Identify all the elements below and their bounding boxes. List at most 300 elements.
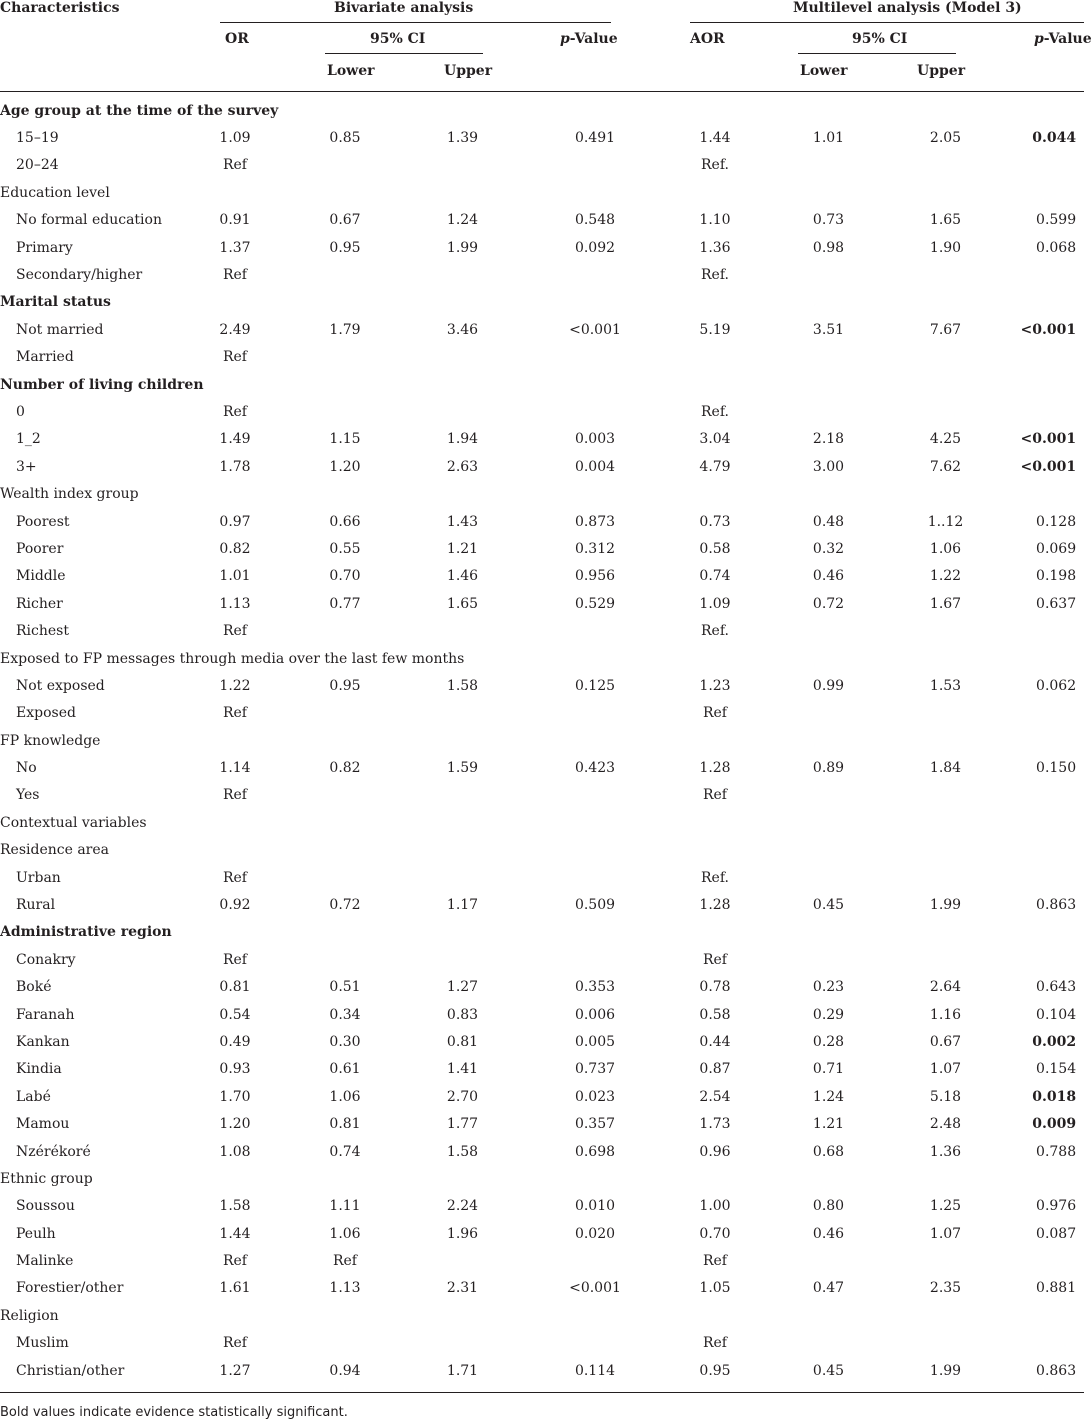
header-bottom-rule	[0, 91, 1084, 92]
group-label: Contextual variables	[0, 814, 147, 831]
table-row	[0, 864, 1084, 891]
header-pvalue-p-italic: p	[1034, 31, 1044, 47]
cell-aor: Ref.	[701, 267, 729, 284]
table-group-row	[0, 645, 1084, 672]
cell-u1	[415, 864, 510, 891]
cell-l1: 0.95	[329, 239, 361, 256]
row-label: Rural	[16, 897, 56, 914]
row-label: Soussou	[16, 1198, 75, 1215]
table-group-row	[0, 371, 1084, 398]
cell-l2	[750, 864, 907, 891]
cell-l1: 0.77	[329, 595, 361, 612]
cell-u1: 1.58	[446, 677, 479, 694]
cell-aor: Ref.	[701, 157, 729, 174]
group-label: Religion	[0, 1307, 59, 1324]
group-label: Residence area	[0, 842, 109, 859]
cell-p2	[984, 782, 1084, 809]
cell-l2: 0.73	[812, 212, 845, 229]
cell-u2: 4.25	[929, 431, 962, 448]
cell-or: Ref	[222, 1253, 247, 1270]
cell-or: 0.93	[219, 1061, 251, 1078]
cell-u2: 1.65	[929, 212, 962, 229]
cell-l1	[275, 152, 415, 179]
cell-or: 0.97	[219, 513, 251, 530]
cell-p2	[984, 398, 1084, 425]
cell-or: 1.70	[219, 1088, 251, 1105]
cell-l2: 1.01	[812, 130, 845, 147]
cell-p1: 0.003	[574, 431, 616, 448]
cell-u1	[415, 152, 510, 179]
cell-or: 0.91	[219, 212, 251, 229]
cell-u1: 1.96	[446, 1225, 479, 1242]
ci-bivariate-rule	[325, 53, 483, 54]
cell-l2	[750, 344, 907, 371]
cell-aor: Ref.	[701, 623, 729, 640]
header-pvalue-suffix: -Value	[1043, 31, 1092, 47]
row-label: Muslim	[16, 1335, 69, 1352]
cell-u2	[907, 700, 984, 727]
cell-u1: 0.83	[446, 1006, 479, 1023]
cell-u1: 1.17	[446, 897, 479, 914]
cell-or: 1.22	[219, 677, 251, 694]
cell-p1: 0.312	[574, 540, 616, 557]
cell-u1: 2.31	[446, 1280, 479, 1297]
header-upper-multilevel: Upper	[917, 63, 966, 79]
cell-p1: 0.125	[574, 677, 616, 694]
cell-aor: 0.74	[699, 568, 731, 585]
cell-u2: 2.48	[929, 1116, 962, 1133]
cell-aor: 0.96	[699, 1143, 731, 1160]
cell-u1	[415, 782, 510, 809]
table-row	[0, 316, 1084, 343]
cell-u1: 2.63	[446, 458, 479, 475]
cell-aor: 0.44	[699, 1033, 731, 1050]
cell-u1	[415, 1330, 510, 1357]
row-label: Poorest	[16, 513, 70, 530]
table-row	[0, 617, 1084, 644]
cell-u2: 1.06	[929, 540, 962, 557]
cell-aor: 0.78	[699, 979, 731, 996]
table-row	[0, 1193, 1084, 1220]
cell-l2: 0.89	[812, 760, 845, 777]
cell-u1: 1.43	[446, 513, 479, 530]
cell-l1: 1.11	[329, 1198, 361, 1215]
cell-u1: 3.46	[446, 321, 479, 338]
cell-l1: 0.85	[329, 130, 361, 147]
cell-u1	[415, 700, 510, 727]
cell-p2: 0.788	[1036, 1143, 1077, 1160]
header-multilevel-analysis: Multilevel analysis (Model 3)	[793, 0, 1022, 16]
cell-l2: 0.46	[812, 1225, 845, 1242]
group-label: Number of living children	[0, 376, 204, 393]
cell-p1	[510, 398, 680, 425]
cell-or: 0.82	[219, 540, 251, 557]
cell-aor: 1.10	[699, 212, 731, 229]
bivariate-group-rule	[220, 22, 611, 23]
cell-p2: 0.018	[1032, 1088, 1077, 1105]
cell-p1: 0.357	[574, 1116, 616, 1133]
cell-u1: 1.41	[446, 1061, 479, 1078]
footnote: Bold values indicate evidence statistically significant.	[0, 1405, 348, 1420]
cell-u2: 1.99	[929, 1362, 962, 1379]
cell-p2: 0.198	[1036, 568, 1077, 585]
cell-u2: 2.05	[929, 130, 962, 147]
table-group-row	[0, 480, 1084, 507]
cell-or: Ref	[222, 267, 247, 284]
table-bottom-rule	[0, 1392, 1084, 1393]
header-95ci-bivariate: 95% CI	[370, 31, 426, 47]
cell-l2: 0.28	[812, 1033, 845, 1050]
cell-l2: 1.24	[812, 1088, 845, 1105]
cell-aor: 0.95	[699, 1362, 731, 1379]
cell-p1: 0.020	[574, 1225, 616, 1242]
group-label: Education level	[0, 184, 110, 201]
group-label: Ethnic group	[0, 1170, 93, 1187]
table-row	[0, 152, 1084, 179]
header-pvalue-p-italic: p	[560, 31, 570, 47]
cell-p2: 0.863	[1036, 1362, 1077, 1379]
header-pvalue-bivariate	[560, 31, 618, 47]
cell-u2: 5.18	[929, 1088, 962, 1105]
cell-l1: 0.34	[329, 1006, 361, 1023]
header-pvalue-multilevel	[1034, 31, 1092, 47]
cell-u1	[415, 261, 510, 288]
row-label: Exposed	[16, 705, 76, 722]
row-label: Secondary/higher	[16, 267, 143, 284]
table-row	[0, 1275, 1084, 1302]
cell-u2: 1.07	[929, 1061, 962, 1078]
table-row	[0, 974, 1084, 1001]
table-row	[0, 1110, 1084, 1137]
cell-p2	[984, 261, 1084, 288]
cell-l2: 0.72	[812, 595, 845, 612]
cell-l1: 0.61	[329, 1061, 361, 1078]
cell-p2	[984, 700, 1084, 727]
cell-l1: 0.55	[329, 540, 361, 557]
cell-l1: 0.67	[329, 212, 361, 229]
cell-p1	[510, 1330, 680, 1357]
cell-p2	[984, 344, 1084, 371]
row-label: Middle	[16, 568, 66, 585]
cell-aor: 0.70	[699, 1225, 731, 1242]
table-group-row	[0, 179, 1084, 206]
cell-l2: 0.29	[812, 1006, 845, 1023]
row-label: Peulh	[16, 1225, 56, 1242]
row-label: Richest	[16, 623, 69, 640]
table-row	[0, 207, 1084, 234]
cell-l1: 0.74	[329, 1143, 361, 1160]
cell-aor: Ref	[702, 705, 727, 722]
cell-aor: 1.00	[699, 1198, 731, 1215]
cell-u2	[907, 864, 984, 891]
cell-l1: 0.95	[329, 677, 361, 694]
row-label: Urban	[16, 869, 61, 886]
cell-l2	[750, 261, 907, 288]
cell-l2: 2.18	[812, 431, 845, 448]
cell-p2: 0.643	[1036, 979, 1077, 996]
table-row	[0, 1138, 1084, 1165]
row-label: Faranah	[16, 1006, 75, 1023]
cell-u1: 1.71	[446, 1362, 479, 1379]
cell-p1: <0.001	[569, 321, 621, 338]
cell-u1: 1.39	[446, 130, 479, 147]
group-label: Administrative region	[0, 924, 172, 941]
cell-u2: 1.53	[929, 677, 962, 694]
cell-p2	[984, 1247, 1084, 1274]
table-row	[0, 398, 1084, 425]
group-label: Wealth index group	[0, 486, 139, 503]
cell-l1	[275, 1330, 415, 1357]
table-row	[0, 1028, 1084, 1055]
row-label: Boké	[16, 979, 52, 996]
cell-or: 0.92	[219, 897, 251, 914]
table-group-row	[0, 919, 1084, 946]
cell-p1	[510, 864, 680, 891]
cell-l2: 0.46	[812, 568, 845, 585]
group-label: FP knowledge	[0, 732, 101, 749]
cell-l1	[275, 261, 415, 288]
table-group-row	[0, 289, 1084, 316]
cell-p2: 0.069	[1036, 540, 1077, 557]
row-label: Richer	[16, 595, 63, 612]
cell-p1: <0.001	[569, 1280, 621, 1297]
row-label: 0	[16, 403, 25, 420]
cell-or: Ref	[222, 869, 247, 886]
cell-l1: 1.06	[329, 1088, 361, 1105]
cell-p1	[510, 152, 680, 179]
cell-p2	[984, 617, 1084, 644]
cell-u2: 1.07	[929, 1225, 962, 1242]
table-row	[0, 535, 1084, 562]
cell-p2: <0.001	[1020, 321, 1077, 338]
cell-u1: 1.65	[446, 595, 479, 612]
cell-or: Ref	[222, 951, 247, 968]
cell-l2: 0.45	[812, 897, 845, 914]
cell-u2	[907, 261, 984, 288]
cell-p1: 0.006	[574, 1006, 616, 1023]
cell-aor: 3.04	[699, 431, 731, 448]
cell-aor: 1.73	[699, 1116, 731, 1133]
cell-u2: 1.90	[929, 239, 962, 256]
table-group-row	[0, 1302, 1084, 1329]
cell-p2: 0.009	[1032, 1116, 1077, 1133]
cell-l1	[275, 782, 415, 809]
cell-u2: 1.36	[929, 1143, 962, 1160]
cell-u1	[415, 1247, 510, 1274]
table-row	[0, 1001, 1084, 1028]
cell-p1: 0.023	[574, 1088, 616, 1105]
cell-u2	[907, 617, 984, 644]
cell-p1	[510, 261, 680, 288]
row-label: 3+	[16, 458, 37, 475]
cell-p2: <0.001	[1020, 431, 1077, 448]
cell-u2	[907, 398, 984, 425]
row-label: 15–19	[16, 130, 59, 147]
cell-l2: 0.80	[812, 1198, 845, 1215]
cell-l1: 0.82	[329, 760, 361, 777]
cell-l2: 0.23	[812, 979, 845, 996]
cell-p1: 0.491	[574, 130, 616, 147]
cell-u2: 1.84	[929, 760, 962, 777]
row-label: Labé	[16, 1088, 51, 1105]
cell-aor: Ref	[702, 1335, 727, 1352]
cell-p1: 0.005	[574, 1033, 616, 1050]
cell-aor: 1.23	[699, 677, 731, 694]
cell-or: Ref	[222, 349, 247, 366]
cell-aor	[680, 344, 750, 371]
cell-p1	[510, 946, 680, 973]
cell-p1: 0.873	[574, 513, 616, 530]
header-or: OR	[225, 31, 249, 47]
cell-u2	[907, 344, 984, 371]
cell-p1: 0.698	[574, 1143, 616, 1160]
cell-u2	[907, 782, 984, 809]
cell-l1: 1.13	[329, 1280, 361, 1297]
cell-l1	[275, 617, 415, 644]
cell-p1: 0.529	[574, 595, 616, 612]
cell-p2: 0.637	[1036, 595, 1077, 612]
cell-aor: 1.44	[699, 130, 731, 147]
cell-p1: 0.010	[574, 1198, 616, 1215]
header-95ci-multilevel: 95% CI	[852, 31, 908, 47]
row-label: Not exposed	[16, 677, 105, 694]
cell-u2: 2.35	[929, 1280, 962, 1297]
table-row	[0, 1083, 1084, 1110]
cell-or: Ref	[222, 787, 247, 804]
cell-u1: 1.94	[446, 431, 479, 448]
group-label: Exposed to FP messages through media over the last few months	[0, 650, 465, 667]
row-label: No formal education	[16, 212, 162, 229]
cell-aor: 5.19	[699, 321, 731, 338]
cell-u1: 1.24	[446, 212, 479, 229]
cell-u1	[415, 398, 510, 425]
row-label: Malinke	[16, 1253, 74, 1270]
table-row	[0, 672, 1084, 699]
cell-u1	[415, 344, 510, 371]
cell-aor: 1.28	[699, 897, 731, 914]
cell-l1: 0.94	[329, 1362, 361, 1379]
header-characteristics: Characteristics	[0, 0, 120, 16]
cell-aor: Ref.	[701, 869, 729, 886]
cell-or: 1.09	[219, 130, 251, 147]
row-label: 20–24	[16, 157, 59, 174]
cell-or: 1.20	[219, 1116, 251, 1133]
header-upper-bivariate: Upper	[444, 63, 493, 79]
cell-l1: 1.20	[329, 458, 361, 475]
cell-p2: 0.599	[1036, 212, 1077, 229]
cell-u1: 1.99	[446, 239, 479, 256]
cell-aor: Ref.	[701, 403, 729, 420]
cell-p2: 0.068	[1036, 239, 1077, 256]
table-row	[0, 234, 1084, 261]
cell-l2: 0.48	[812, 513, 845, 530]
cell-or: Ref	[222, 1335, 247, 1352]
cell-p2: 0.104	[1036, 1006, 1077, 1023]
cell-p2: <0.001	[1020, 458, 1077, 475]
results-table	[0, 97, 1084, 1384]
cell-l2: 0.99	[812, 677, 845, 694]
cell-l1: 1.06	[329, 1225, 361, 1242]
cell-l2	[750, 398, 907, 425]
cell-or: 1.78	[219, 458, 251, 475]
cell-or: Ref	[222, 403, 247, 420]
cell-u2: 2.64	[929, 979, 962, 996]
cell-u2	[907, 1330, 984, 1357]
header-bivariate-analysis: Bivariate analysis	[334, 0, 474, 16]
table-group-row	[0, 97, 1084, 124]
cell-u2	[907, 946, 984, 973]
cell-aor: 0.58	[699, 1006, 731, 1023]
cell-aor: 1.05	[699, 1280, 731, 1297]
table-row	[0, 946, 1084, 973]
cell-p2: 0.154	[1036, 1061, 1077, 1078]
group-label: Age group at the time of the survey	[0, 102, 279, 119]
cell-l1: Ref	[332, 1253, 357, 1270]
cell-or: 1.01	[219, 568, 251, 585]
cell-u1: 2.24	[446, 1198, 479, 1215]
cell-p1	[510, 782, 680, 809]
cell-or: 1.14	[219, 760, 251, 777]
cell-l2: 3.51	[812, 321, 845, 338]
cell-p2: 0.976	[1036, 1198, 1077, 1215]
cell-l1: 0.30	[329, 1033, 361, 1050]
table-group-row	[0, 1165, 1084, 1192]
cell-p1: 0.353	[574, 979, 616, 996]
table-row	[0, 508, 1084, 535]
cell-aor: Ref	[702, 787, 727, 804]
table-row	[0, 891, 1084, 918]
cell-l1: 0.72	[329, 897, 361, 914]
cell-or: 0.49	[219, 1033, 251, 1050]
cell-p2: 0.062	[1036, 677, 1077, 694]
cell-l2: 0.68	[812, 1143, 845, 1160]
cell-p1: 0.004	[574, 458, 616, 475]
cell-l2	[750, 1330, 907, 1357]
header-lower-bivariate: Lower	[327, 63, 375, 79]
group-label: Marital status	[0, 294, 111, 311]
cell-u1: 1.27	[446, 979, 479, 996]
cell-l1	[275, 864, 415, 891]
table-row	[0, 590, 1084, 617]
table-row	[0, 700, 1084, 727]
cell-p1: 0.092	[574, 239, 616, 256]
header-pvalue-suffix: -Value	[569, 31, 618, 47]
cell-p1	[510, 617, 680, 644]
cell-l2: 0.32	[812, 540, 845, 557]
table-group-row	[0, 809, 1084, 836]
cell-l1: 0.51	[329, 979, 361, 996]
cell-l2	[750, 152, 907, 179]
header-lower-multilevel: Lower	[800, 63, 848, 79]
row-label: Yes	[16, 787, 40, 804]
cell-l2: 0.98	[812, 239, 845, 256]
table-group-row	[0, 837, 1084, 864]
cell-aor: 0.73	[699, 513, 731, 530]
table-group-row	[0, 727, 1084, 754]
row-label: Poorer	[16, 540, 64, 557]
cell-l1	[275, 700, 415, 727]
cell-or: 1.61	[219, 1280, 251, 1297]
cell-or: Ref	[222, 705, 247, 722]
cell-l1	[275, 344, 415, 371]
cell-u2: 1.99	[929, 897, 962, 914]
table-row	[0, 782, 1084, 809]
table-row	[0, 754, 1084, 781]
cell-l2: 0.71	[812, 1061, 845, 1078]
cell-or: 1.08	[219, 1143, 251, 1160]
table-row	[0, 1056, 1084, 1083]
cell-u1: 1.46	[446, 568, 479, 585]
